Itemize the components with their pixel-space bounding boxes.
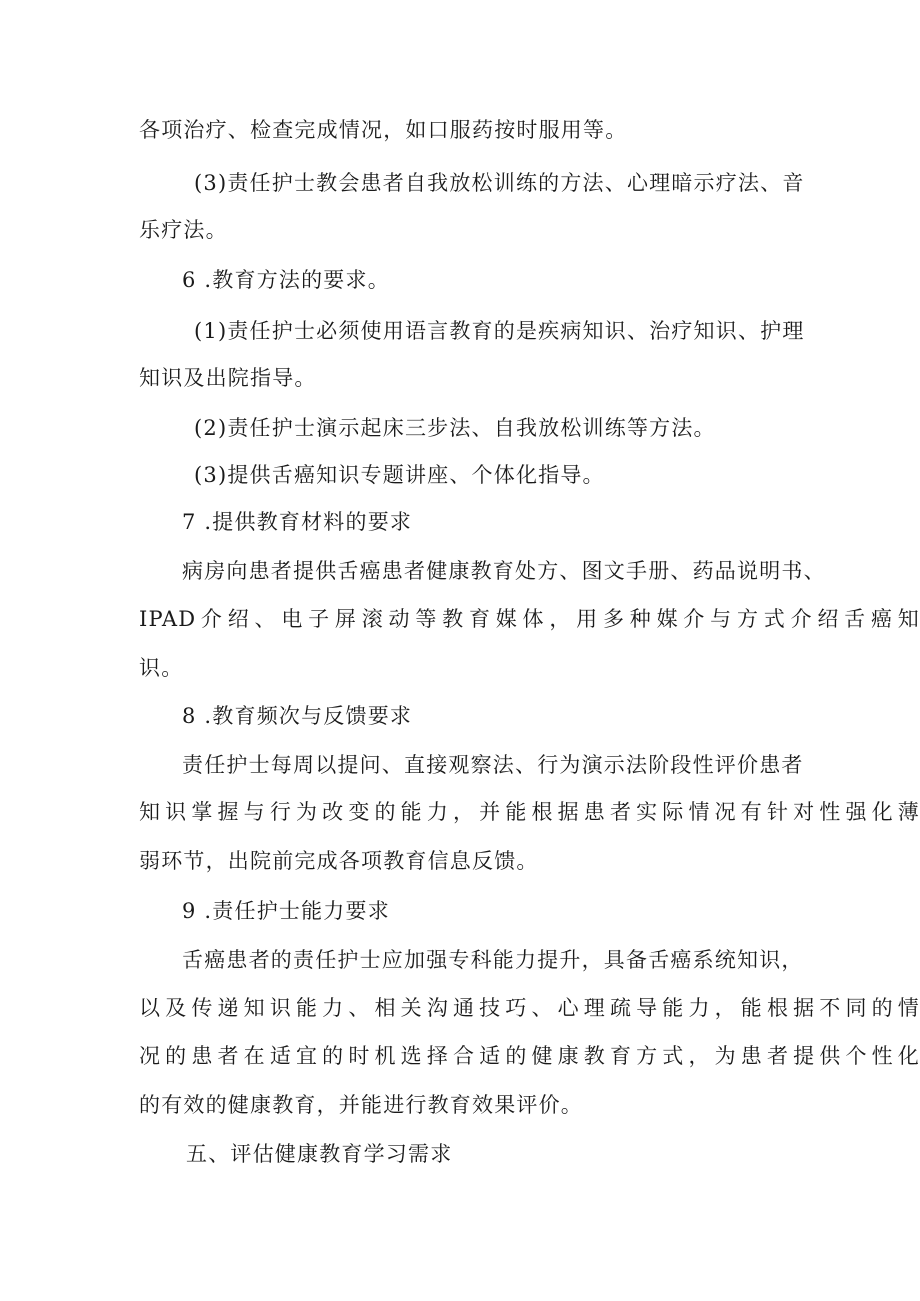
- paragraph-competency-line-1: [0, 942, 920, 978]
- paragraph-feedback-line-2: [0, 794, 920, 830]
- text-line: (3)提供舌癌知识专题讲座、个体化指导。: [194, 463, 605, 487]
- text-line: (3)责任护士教会患者自我放松训练的方法、心理暗示疗法、音: [194, 171, 805, 195]
- heading-6-education-methods: [0, 262, 920, 298]
- text-line: 五、评估健康教育学习需求: [186, 1142, 453, 1166]
- text-line: (2)责任护士演示起床三步法、自我放松训练等方法。: [194, 416, 716, 440]
- text-line: 知识掌握与行为改变的能力，并能根据患者实际情况有针对性强化薄: [139, 800, 920, 824]
- text-line: IPAD介绍、电子屏滚动等教育媒体，用多种媒介与方式介绍舌癌知: [139, 607, 920, 631]
- heading-7-education-materials: [0, 504, 920, 540]
- item-3-lectures: [0, 457, 920, 493]
- item-3-relaxation-training: [0, 165, 920, 201]
- paragraph-feedback-line-1: [0, 747, 920, 783]
- heading-9-nurse-competency: [0, 893, 920, 929]
- text-line: 舌癌患者的责任护士应加强专科能力提升，具备舌癌系统知识，: [182, 948, 804, 972]
- text-line: (1)责任护士必须使用语言教育的是疾病知识、治疗知识、护理: [194, 319, 805, 343]
- paragraph-materials-line-3: [0, 650, 920, 686]
- text-line: 乐疗法。: [139, 218, 228, 242]
- paragraph-competency-line-3: [0, 1038, 920, 1074]
- heading-8-frequency-feedback: [0, 698, 920, 734]
- text-line: 各项治疗、检查完成情况，如口服药按时服用等。: [139, 118, 628, 142]
- text-line: 识。: [139, 656, 184, 680]
- item-1-continuation: [0, 360, 920, 396]
- paragraph-competency-line-4: [0, 1087, 920, 1123]
- text-line: 以及传递知识能力、相关沟通技巧、心理疏导能力，能根据不同的情: [139, 996, 920, 1020]
- text-line: 况的患者在适宜的时机选择合适的健康教育方式，为患者提供个性化: [139, 1044, 920, 1068]
- text-line: 9 .责任护士能力要求: [182, 899, 390, 923]
- item-3-continuation: [0, 212, 920, 248]
- text-line: 知识及出院指导。: [139, 366, 317, 390]
- section-heading-5-learning-needs: [0, 1136, 920, 1172]
- text-line: 7 .提供教育材料的要求: [182, 510, 413, 534]
- text-line: 病房向患者提供舌癌患者健康教育处方、图文手册、药品说明书、: [182, 559, 826, 583]
- paragraph-feedback-line-3: [0, 843, 920, 879]
- text-line: 6 .教育方法的要求。: [182, 268, 390, 292]
- paragraph-materials-line-2: [0, 601, 920, 637]
- paragraph-materials-line-1: [0, 553, 920, 589]
- paragraph-competency-line-2: [0, 990, 920, 1026]
- text-line: 8 .教育频次与反馈要求: [182, 704, 413, 728]
- item-1-verbal-education: [0, 313, 920, 349]
- text-line: 弱环节，出院前完成各项教育信息反馈。: [139, 849, 539, 873]
- item-2-demonstration: [0, 410, 920, 446]
- text-line: 的有效的健康教育，并能进行教育效果评价。: [139, 1093, 583, 1117]
- paragraph-line-treatment-completion: [0, 112, 920, 148]
- text-line: 责任护士每周以提问、直接观察法、行为演示法阶段性评价患者: [182, 753, 804, 777]
